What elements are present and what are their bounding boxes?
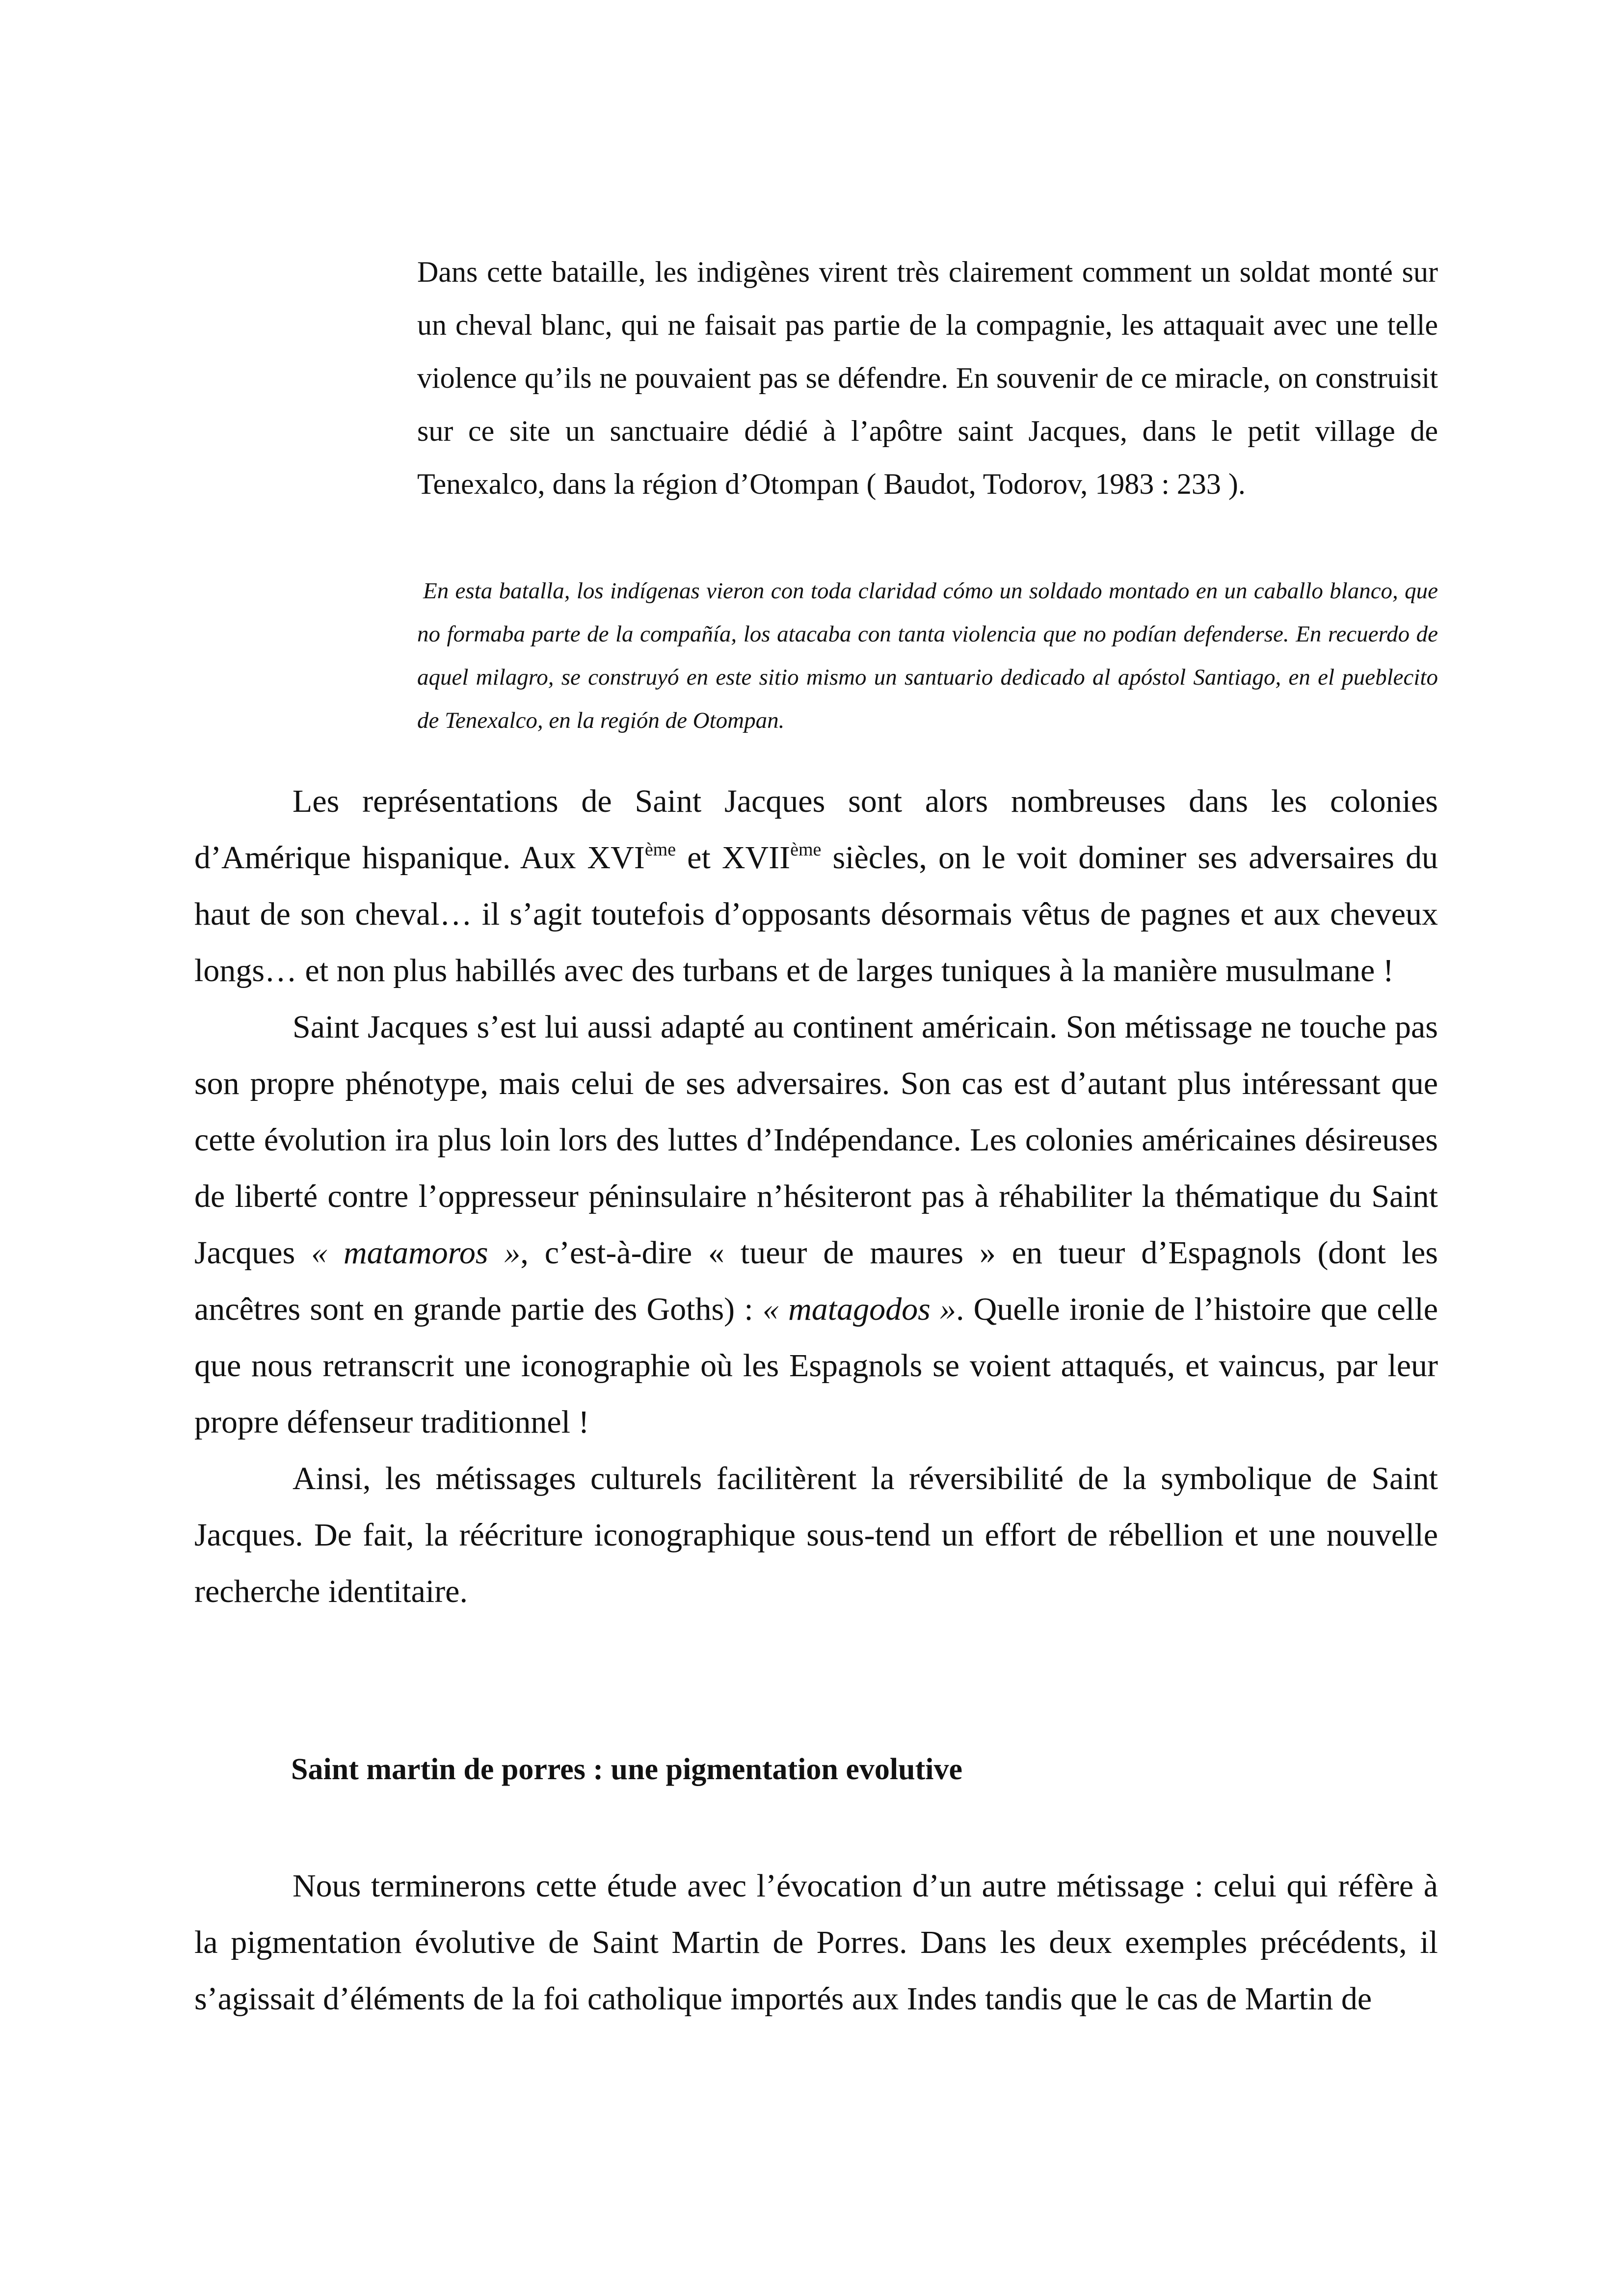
section-heading: Saint martin de porres : une pigmentation evolutive — [291, 1753, 962, 1786]
paragraph-adaptation — [194, 999, 1438, 1450]
paragraph-text: siècles, on le voit dominer ses adversaires du haut de son cheval… il s’agit toutefois d’opposants désormais vêtus de pagnes et aux cheveux longs… et non plus habillés avec des turbans et de larges tuniques à la manière musulmane ! — [194, 840, 1438, 988]
paragraph-conclusion: Ainsi, les métissages culturels facilitèrent la réversibilité de la symbolique de Saint Jacques. De fait, la réécriture iconographique sous-tend un effort de rébellion et une nouvelle recherche identitaire. — [194, 1461, 1438, 1609]
paragraph-text: Les représentations de Saint Jacques sont alors nombreuses dans les colonies d’Amérique hispanique. Aux XVI — [194, 783, 1438, 876]
superscript: ème — [790, 839, 822, 860]
italic-term: « matagodos » — [762, 1291, 956, 1327]
superscript: ème — [644, 839, 676, 860]
block-quote-french: Dans cette bataille, les indigènes virent très clairement comment un soldat monté sur un cheval blanc, qui ne faisait pas partie de la compagnie, les attaquait avec une telle violence qu’ils ne pouvaient pas se défendre. En souvenir de ce miracle, on construisit sur ce site un sanctuaire dédié à l’apôtre saint Jacques, dans le petit village de Tenexalco, dans la région d’Otompan ( Baudot, Todorov, 1983 : 233 ). — [417, 256, 1438, 500]
paragraph-text: . Quelle ironie de l’histoire que celle que nous retranscrit une iconographie où les Espagnols se voient attaqués, et vaincus, par leur propre défenseur traditionnel ! — [194, 1291, 1438, 1440]
paragraph-martin-de-porres: Nous terminerons cette étude avec l’évocation d’un autre métissage : celui qui réfère à la pigmentation évolutive de Saint Martin de Porres. Dans les deux exemples précédents, il s’agissait d’éléments de la foi catholique importés aux Indes tandis que le cas de Martin de — [194, 1868, 1438, 2017]
block-quote-spanish: En esta batalla, los indígenas vieron con toda claridad cómo un soldado montado en un caballo blanco, que no formaba parte de la compañía, los atacaba con tanta violencia que no podían defenderse. En recuerdo de aquel milagro, se construyó en este sitio mismo un santuario dedicado al apóstol Santiago, en el pueblecito de Tenexalco, en la región de Otompan. — [417, 578, 1438, 733]
paragraph-text: Saint Jacques s’est lui aussi adapté au continent américain. Son métissage ne touche pas son propre phénotype, mais celui de ses adversaires. Son cas est d’autant plus intéressant que cette évolution ira plus loin lors des luttes d’Indépendance. Les colonies américaines désireuses de liberté contre l’oppresseur péninsulaire n’hésiteront pas à réhabiliter la thématique du Saint Jacques — [194, 1009, 1438, 1271]
paragraph-text: , c’est-à-dire « tueur de maures » en tueur d’Espagnols (dont les ancêtres sont en grande partie des Goths) : — [194, 1235, 1438, 1327]
paragraph-representations — [194, 773, 1438, 999]
paragraph-text: et XVII — [676, 840, 791, 876]
italic-term: « matamoros » — [311, 1235, 521, 1271]
